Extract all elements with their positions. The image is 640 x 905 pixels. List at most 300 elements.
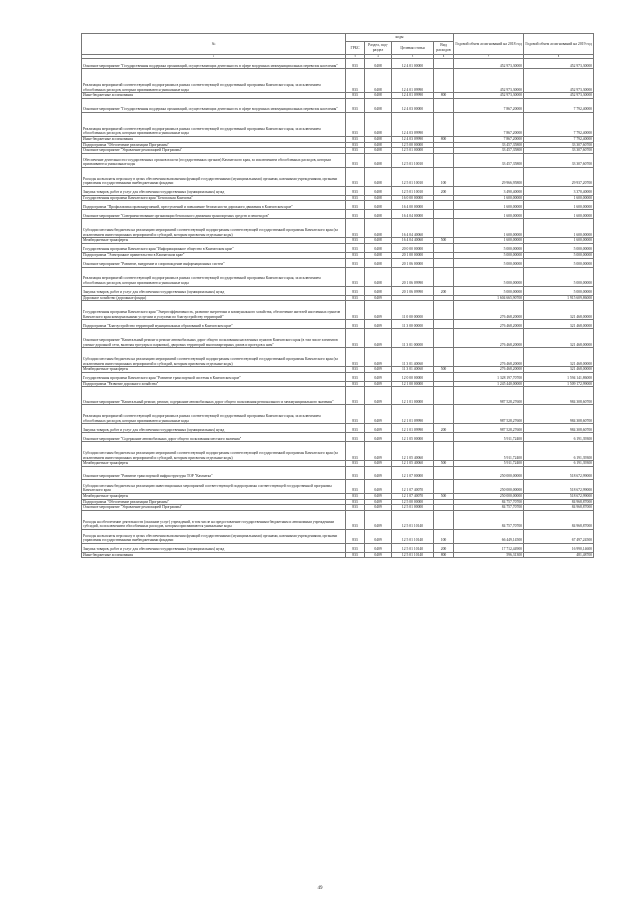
cell-name: Основное мероприятие "Управление реализацией Программы": [82, 505, 346, 511]
cell-cs: 20 1 06 09990: [392, 286, 434, 295]
cell-rz: 0408: [365, 153, 392, 167]
cell-v2: 518 672,99000: [524, 466, 594, 479]
cell-v1: 987 528,27600: [454, 387, 524, 405]
cell-name: Основное мероприятие "Капитальный ремонт, ремонт, содержание автомобильных дорог общего пользования регионального и межмуниципального значения": [82, 387, 346, 405]
cell-name: Основное мероприятие "Государственная поддержка организаций, осуществляющих деятельность в сфере воздушных межмуниципальных перевозок населения": [82, 99, 346, 113]
cell-v2: 5 000,00000: [524, 252, 594, 258]
cell-rz: 0409: [365, 552, 392, 558]
cell-v2: 33 307,60700: [524, 148, 594, 154]
cell-v2: 7 792,40000: [524, 113, 594, 137]
cell-rz: 0408: [365, 69, 392, 93]
cell-rz: 0408: [365, 195, 392, 201]
cell-rz: 0409: [365, 505, 392, 511]
cell-grbs: 833: [346, 238, 365, 244]
cell-v2: 84 968,87000: [524, 510, 594, 529]
cell-rz: 0408: [365, 167, 392, 186]
cell-name: Основное мероприятие "Развитие транспортной инфраструктуры ТОР "Камчатка": [82, 466, 346, 479]
cell-cs: 12 1 07 40070: [392, 493, 434, 499]
cell-v1: 987 528,27600: [454, 424, 524, 433]
cell-cs: 12 5 01 10140: [392, 510, 434, 529]
column-number: 1: [82, 55, 346, 59]
cell-grbs: 833: [346, 59, 365, 69]
cell-v2: 1 594 141,86000: [524, 372, 594, 381]
cell-v2: 5 000,00000: [524, 243, 594, 252]
table-row: [82, 387, 594, 405]
cell-name: Подпрограмма "Электронное правительство в Камчатском крае": [82, 252, 346, 258]
cell-v1: 596,31300: [454, 552, 524, 558]
cell-cs: 12 1 01 00000: [392, 387, 434, 405]
cell-v2: 1 600,00000: [524, 238, 594, 244]
cell-cs: 12 5 01 10140: [392, 529, 434, 543]
cell-vr: [434, 113, 454, 137]
table-row: [82, 186, 594, 195]
cell-cs: 11 3 00 00000: [392, 320, 434, 329]
cell-grbs: 833: [346, 137, 365, 143]
table-row: [82, 286, 594, 295]
cell-rz: 0409: [365, 320, 392, 329]
table-row: [82, 552, 594, 558]
cell-v1: 5 000,00000: [454, 267, 524, 286]
header-number: №: [82, 34, 346, 55]
cell-cs: 12 5 01 10010: [392, 186, 434, 195]
cell-name: Закупка товаров, работ и услуг для обеспечения государственных (муниципальных) нужд: [82, 424, 346, 433]
cell-cs: 20 1 06 09990: [392, 267, 434, 286]
cell-vr: [434, 267, 454, 286]
cell-name: Подпрограмма "Обеспечение реализации Программы": [82, 499, 346, 505]
cell-grbs: 833: [346, 295, 365, 301]
cell-cs: 11 3 01 00000: [392, 329, 434, 348]
cell-vr: 200: [434, 543, 454, 552]
cell-v2: 1 600,00000: [524, 210, 594, 219]
cell-cs: 12 1 00 00000: [392, 381, 434, 387]
table-row: [82, 433, 594, 442]
cell-name: Основное мероприятие "Управление реализацией Программы": [82, 148, 346, 154]
cell-name: Реализация мероприятий соответствующей подпрограммы в рамках соответствующей государственной программы Камчатского края, за исключением обособленных расходов, которым присваиваются уникальные коды: [82, 113, 346, 137]
cell-name: Иные бюджетные ассигнования: [82, 137, 346, 143]
cell-cs: 12 1 05 40060: [392, 442, 434, 461]
cell-rz: 0408: [365, 238, 392, 244]
cell-v1: 5 000,00000: [454, 286, 524, 295]
cell-name: Субсидии местным бюджетам на реализацию инвестиционных мероприятий соответствующей подпрограммы соответствующей государственной программы Камчатского края: [82, 479, 346, 493]
cell-grbs: 833: [346, 499, 365, 505]
cell-v2: 7 792,40000: [524, 99, 594, 113]
cell-v2: 3 370,40000: [524, 186, 594, 195]
cell-name: Закупка товаров, работ и услуг для обеспечения государственных (муниципальных) нужд: [82, 286, 346, 295]
cell-name: Закупка товаров, работ и услуг для обеспечения государственных (муниципальных) нужд: [82, 186, 346, 195]
cell-grbs: 833: [346, 219, 365, 238]
cell-cs: 12 1 01 09990: [392, 405, 434, 424]
cell-rz: 0408: [365, 252, 392, 258]
cell-rz: 0409: [365, 348, 392, 367]
cell-vr: 200: [434, 186, 454, 195]
cell-vr: [434, 219, 454, 238]
cell-v2: 84 968,87000: [524, 499, 594, 505]
cell-rz: 0409: [365, 295, 392, 301]
cell-v1: 1 604 665,90700: [454, 295, 524, 301]
cell-name: Основное мероприятие "Капитальный ремонт и ремонт автомобильных дорог общего пользования населенных пунктов Камчатского края (в том числе элементов улично-дорожной сети, включая тротуары и парковки), дворовых территорий многоквартирных домов и проездов к ним": [82, 329, 346, 348]
cell-v1: 250 000,00000: [454, 493, 524, 499]
cell-v2: 6 191,39300: [524, 461, 594, 467]
cell-v1: 84 757,70700: [454, 499, 524, 505]
cell-vr: [434, 442, 454, 461]
cell-rz: 0409: [365, 543, 392, 552]
cell-name: Расходы на выплаты персоналу в целях обеспечения выполнения функций государственными (муниципальными) органами, казенными учреждениями, органами управления государственными внебюджетными фондами: [82, 529, 346, 543]
table-body: [82, 59, 594, 558]
cell-cs: 20 0 00 00000: [392, 243, 434, 252]
cell-grbs: 833: [346, 69, 365, 93]
cell-name: Субсидии местным бюджетам на реализацию мероприятий соответствующей подпрограммы соответствующей государственной программы Камчатского края (за исключением инвестиционных мероприятий и субсидий, которым присвоены отдельные коды): [82, 348, 346, 367]
cell-v2: 984 308,60700: [524, 424, 594, 433]
header-cs: Целевая статья: [392, 42, 434, 55]
cell-vr: [434, 99, 454, 113]
cell-name: Основное мероприятие "Развитие, внедрение и сопровождение информационных систем": [82, 258, 346, 267]
cell-vr: 500: [434, 238, 454, 244]
cell-grbs: 833: [346, 267, 365, 286]
table-row: [82, 424, 594, 433]
cell-v2: 6 191,39300: [524, 433, 594, 442]
cell-name: Подпрограмма "Профилактика правонарушений, преступлений и повышение безопасности дорожного движения в Камчатском крае": [82, 201, 346, 210]
cell-name: Иные бюджетные ассигнования: [82, 93, 346, 99]
cell-v1: 452 973,30000: [454, 59, 524, 69]
cell-v1: 29 966,95800: [454, 167, 524, 186]
cell-rz: 0408: [365, 267, 392, 286]
cell-vr: 100: [434, 167, 454, 186]
cell-name: Иные бюджетные ассигнования: [82, 552, 346, 558]
cell-grbs: 833: [346, 148, 365, 154]
cell-vr: [434, 301, 454, 320]
cell-cs: 12 5 00 00000: [392, 142, 434, 148]
cell-grbs: 833: [346, 201, 365, 210]
cell-vr: [434, 405, 454, 424]
table-row: [82, 320, 594, 329]
cell-grbs: 833: [346, 186, 365, 195]
cell-v1: 987 528,27600: [454, 405, 524, 424]
cell-v1: 84 757,70700: [454, 505, 524, 511]
cell-vr: [434, 69, 454, 93]
cell-vr: [434, 258, 454, 267]
cell-name: Субсидии местным бюджетам на реализацию мероприятий соответствующей подпрограммы соответствующей государственной программы Камчатского края (за исключением инвестиционных мероприятий и субсидий, которым присвоены отдельные коды): [82, 442, 346, 461]
cell-cs: 12 5 01 10140: [392, 552, 434, 558]
cell-v1: 84 757,70700: [454, 510, 524, 529]
cell-v1: 7 867,20000: [454, 113, 524, 137]
cell-v1: 5 000,00000: [454, 252, 524, 258]
cell-name: Подпрограмма "Развитие дорожного хозяйства": [82, 381, 346, 387]
cell-cs: 12 5 01 10010: [392, 167, 434, 186]
cell-v2: 321 468,00000: [524, 367, 594, 373]
cell-name: Основное мероприятие "Государственная поддержка организаций, осуществляющих деятельность в сфере воздушных межмуниципальных перевозок населения": [82, 59, 346, 69]
cell-v1: 66 449,14500: [454, 529, 524, 543]
cell-v2: 321 468,00000: [524, 320, 594, 329]
cell-cs: 12 1 05 40060: [392, 461, 434, 467]
cell-v2: 67 497,24500: [524, 529, 594, 543]
cell-v2: 321 468,00000: [524, 329, 594, 348]
header-vr: Вид расходов: [434, 42, 454, 55]
cell-rz: 0409: [365, 367, 392, 373]
table-row: [82, 99, 594, 113]
cell-vr: 800: [434, 137, 454, 143]
cell-v2: 452 973,30000: [524, 93, 594, 99]
cell-rz: 0408: [365, 59, 392, 69]
cell-rz: 0408: [365, 137, 392, 143]
cell-grbs: 833: [346, 529, 365, 543]
cell-v1: 3 490,40000: [454, 186, 524, 195]
cell-vr: [434, 372, 454, 381]
cell-name: Дорожное хозяйство (дорожные фонды): [82, 295, 346, 301]
table-row: [82, 348, 594, 367]
cell-v1: 250 000,00000: [454, 466, 524, 479]
table-row: [82, 243, 594, 252]
cell-v2: 321 468,00000: [524, 301, 594, 320]
cell-name: Подпрограмма "Обеспечение реализации Программы": [82, 142, 346, 148]
cell-rz: 0409: [365, 493, 392, 499]
cell-v2: 1 600,00000: [524, 219, 594, 238]
cell-vr: 800: [434, 93, 454, 99]
cell-grbs: 833: [346, 167, 365, 186]
cell-v1: 276 468,20000: [454, 367, 524, 373]
table-row: [82, 479, 594, 493]
cell-vr: 500: [434, 367, 454, 373]
cell-vr: [434, 348, 454, 367]
column-number: 5: [392, 55, 434, 59]
cell-cs: 12 5 01 10140: [392, 543, 434, 552]
cell-v1: 1 600,00000: [454, 195, 524, 201]
cell-name: Реализация мероприятий соответствующей подпрограммы в рамках соответствующей государственной программы Камчатского края, за исключением обособленных расходов, которым присваиваются уникальные коды: [82, 405, 346, 424]
cell-name: Реализация мероприятий соответствующей подпрограммы в рамках соответствующей государственной программы Камчатского края, за исключением обособленных расходов, которым присваиваются уникальные коды: [82, 267, 346, 286]
cell-grbs: 833: [346, 461, 365, 467]
cell-rz: 0408: [365, 142, 392, 148]
table-row: [82, 529, 594, 543]
cell-rz: 0408: [365, 219, 392, 238]
cell-vr: [434, 201, 454, 210]
cell-v1: 5 911,72400: [454, 433, 524, 442]
table-row: [82, 167, 594, 186]
cell-cs: 16 4 04 40060: [392, 219, 434, 238]
cell-v1: 276 468,20000: [454, 329, 524, 348]
cell-vr: 500: [434, 461, 454, 467]
cell-cs: 16 4 00 00000: [392, 201, 434, 210]
cell-name: Расходы на обеспечение деятельности (оказание услуг) учреждений, в том числе на предоставление государственным бюджетным и автономным учреждениям субсидий, за исключением обособленных расходов, которым присваиваются уникальные коды: [82, 510, 346, 529]
cell-v2: 1 600,00000: [524, 195, 594, 201]
cell-grbs: 833: [346, 99, 365, 113]
cell-cs: 11 3 01 40060: [392, 367, 434, 373]
header-2018: Годовой объем ассигнований на 2018 год: [454, 34, 524, 55]
cell-rz: 0409: [365, 510, 392, 529]
cell-v1: 5 000,00000: [454, 258, 524, 267]
cell-v1: 33 457,35800: [454, 142, 524, 148]
cell-name: Субсидии местным бюджетам на реализацию мероприятий соответствующей подпрограммы соответствующей государственной программы Камчатского края (за исключением инвестиционных мероприятий и субсидий, которым присвоены отдельные коды): [82, 219, 346, 238]
cell-rz: 0409: [365, 529, 392, 543]
cell-v2: 518 672,99000: [524, 479, 594, 493]
cell-v2: 321 468,00000: [524, 348, 594, 367]
cell-rz: 0408: [365, 186, 392, 195]
cell-cs: 16 0 00 00000: [392, 195, 434, 201]
cell-rz: 0409: [365, 479, 392, 493]
cell-vr: 800: [434, 552, 454, 558]
cell-rz: 0408: [365, 210, 392, 219]
cell-grbs: 833: [346, 424, 365, 433]
table-row: [82, 201, 594, 210]
table-row: [82, 301, 594, 320]
cell-grbs: 833: [346, 153, 365, 167]
cell-v1: 1 600,00000: [454, 210, 524, 219]
table-row: [82, 267, 594, 286]
cell-v1: 5 911,72400: [454, 461, 524, 467]
cell-v1: 5 000,00000: [454, 243, 524, 252]
cell-rz: 0409: [365, 387, 392, 405]
cell-grbs: 833: [346, 320, 365, 329]
cell-v2: 518 672,99000: [524, 493, 594, 499]
cell-v1: 17 712,44900: [454, 543, 524, 552]
header-codes: коды: [346, 34, 454, 42]
cell-v2: 984 308,60700: [524, 405, 594, 424]
cell-name: Государственная программа Камчатского края "Энергоэффективность, развитие энергетики и коммунального хозяйства, обеспечение жителей населенных пунктов Камчатского края коммунальными услугами и услугами по благоустройству территорий": [82, 301, 346, 320]
cell-grbs: 833: [346, 348, 365, 367]
cell-rz: 0409: [365, 405, 392, 424]
column-number: 3: [346, 55, 365, 59]
cell-grbs: 833: [346, 387, 365, 405]
cell-cs: 20 1 06 00000: [392, 258, 434, 267]
cell-name: Обеспечение деятельности государственных органов власти (государственных органов) Камчатского края, за исключением обособленных расходов, которым присваиваются уникальные коды: [82, 153, 346, 167]
cell-vr: [434, 387, 454, 405]
cell-grbs: 833: [346, 252, 365, 258]
cell-v1: 1 600,00000: [454, 201, 524, 210]
cell-cs: 12 1 05 00000: [392, 433, 434, 442]
cell-grbs: 833: [346, 442, 365, 461]
cell-rz: 0408: [365, 113, 392, 137]
cell-cs: 12 1 01 09990: [392, 424, 434, 433]
budget-table: [81, 33, 594, 558]
cell-cs: 12 4 03 09990: [392, 137, 434, 143]
cell-grbs: 833: [346, 510, 365, 529]
header-razdel: Раздел, под-раздел: [365, 42, 392, 55]
cell-vr: 100: [434, 529, 454, 543]
table-row: [82, 329, 594, 348]
cell-v2: 5 000,00000: [524, 258, 594, 267]
cell-grbs: 833: [346, 381, 365, 387]
cell-grbs: 833: [346, 493, 365, 499]
cell-v1: 452 973,30000: [454, 93, 524, 99]
cell-v2: 5 000,00000: [524, 286, 594, 295]
cell-v2: 984 308,60700: [524, 387, 594, 405]
cell-v1: 1 600,00000: [454, 238, 524, 244]
cell-v1: 276 468,20000: [454, 301, 524, 320]
cell-cs: 12 1 07 00000: [392, 466, 434, 479]
cell-v2: 452 973,30000: [524, 59, 594, 69]
cell-v1: 276 468,20000: [454, 348, 524, 367]
column-number: 8: [524, 55, 594, 59]
budget-table-page: [81, 33, 593, 558]
cell-name: Государственная программа Камчатского края "Безопасная Камчатка": [82, 195, 346, 201]
cell-grbs: 833: [346, 286, 365, 295]
cell-v2: 33 307,60700: [524, 142, 594, 148]
cell-v1: 452 973,30000: [454, 69, 524, 93]
cell-name: Подпрограмма "Благоустройство территорий муниципальных образований в Камчатском крае": [82, 320, 346, 329]
cell-grbs: 833: [346, 258, 365, 267]
cell-cs: 12 4 03 09990: [392, 113, 434, 137]
cell-rz: 0409: [365, 433, 392, 442]
cell-vr: [434, 466, 454, 479]
cell-vr: 500: [434, 493, 454, 499]
cell-grbs: 833: [346, 210, 365, 219]
cell-v1: 7 867,20000: [454, 137, 524, 143]
cell-vr: [434, 510, 454, 529]
cell-cs: 12 4 01 09990: [392, 93, 434, 99]
table-row: [82, 543, 594, 552]
cell-rz: 0409: [365, 329, 392, 348]
cell-vr: [434, 59, 454, 69]
cell-vr: [434, 479, 454, 493]
header-grbs: ГРБС: [346, 42, 365, 55]
table-row: [82, 69, 594, 93]
cell-cs: 12 5 00 00000: [392, 499, 434, 505]
cell-grbs: 833: [346, 552, 365, 558]
cell-grbs: 833: [346, 243, 365, 252]
cell-rz: 0408: [365, 99, 392, 113]
cell-grbs: 833: [346, 367, 365, 373]
cell-rz: 0408: [365, 258, 392, 267]
cell-cs: 12 5 01 10010: [392, 153, 434, 167]
cell-grbs: 833: [346, 405, 365, 424]
cell-cs: 12 5 01 00000: [392, 505, 434, 511]
cell-cs: 16 4 04 40060: [392, 238, 434, 244]
cell-v1: 5 911,72400: [454, 442, 524, 461]
cell-v1: 1 600,00000: [454, 219, 524, 238]
cell-v2: 1 915 609,86000: [524, 295, 594, 301]
table-row: [82, 210, 594, 219]
cell-vr: [434, 210, 454, 219]
cell-vr: [434, 329, 454, 348]
table-row: [82, 442, 594, 461]
cell-vr: 200: [434, 286, 454, 295]
table-row: [82, 466, 594, 479]
cell-v1: 33 457,35800: [454, 148, 524, 154]
cell-rz: 0408: [365, 243, 392, 252]
table-row: [82, 405, 594, 424]
cell-vr: [434, 433, 454, 442]
cell-v2: 1 600,00000: [524, 201, 594, 210]
cell-v1: 33 457,35800: [454, 153, 524, 167]
cell-grbs: 833: [346, 505, 365, 511]
cell-rz: 0409: [365, 301, 392, 320]
column-number: 6: [434, 55, 454, 59]
cell-rz: 0409: [365, 372, 392, 381]
cell-cs: 12 4 01 00000: [392, 59, 434, 69]
table-row: [82, 372, 594, 381]
cell-rz: 0408: [365, 148, 392, 154]
cell-cs: 11 3 01 40060: [392, 348, 434, 367]
cell-grbs: 833: [346, 142, 365, 148]
cell-v2: 452 973,30000: [524, 69, 594, 93]
cell-grbs: 833: [346, 372, 365, 381]
cell-v1: 250 000,00000: [454, 479, 524, 493]
cell-name: Межбюджетные трансферты: [82, 367, 346, 373]
cell-name: Государственная программа Камчатского края "Информационное общество в Камчатском крае": [82, 243, 346, 252]
cell-v2: 6 191,39300: [524, 442, 594, 461]
cell-grbs: 833: [346, 329, 365, 348]
cell-name: Закупка товаров, работ и услуг для обеспечения государственных (муниципальных) нужд: [82, 543, 346, 552]
cell-rz: 0409: [365, 466, 392, 479]
cell-cs: 12 4 01 09990: [392, 69, 434, 93]
cell-grbs: 833: [346, 543, 365, 552]
table-row: [82, 153, 594, 167]
table-row: [82, 510, 594, 529]
cell-grbs: 833: [346, 433, 365, 442]
cell-v2: 16 990,14600: [524, 543, 594, 552]
cell-name: Расходы на выплаты персоналу в целях обеспечения выполнения функций государственными (муниципальными) органами, казенными учреждениями, органами управления государственными внебюджетными фондами: [82, 167, 346, 186]
cell-cs: 12 1 07 40070: [392, 479, 434, 493]
column-number: 4: [365, 55, 392, 59]
cell-cs: 20 1 00 00000: [392, 252, 434, 258]
